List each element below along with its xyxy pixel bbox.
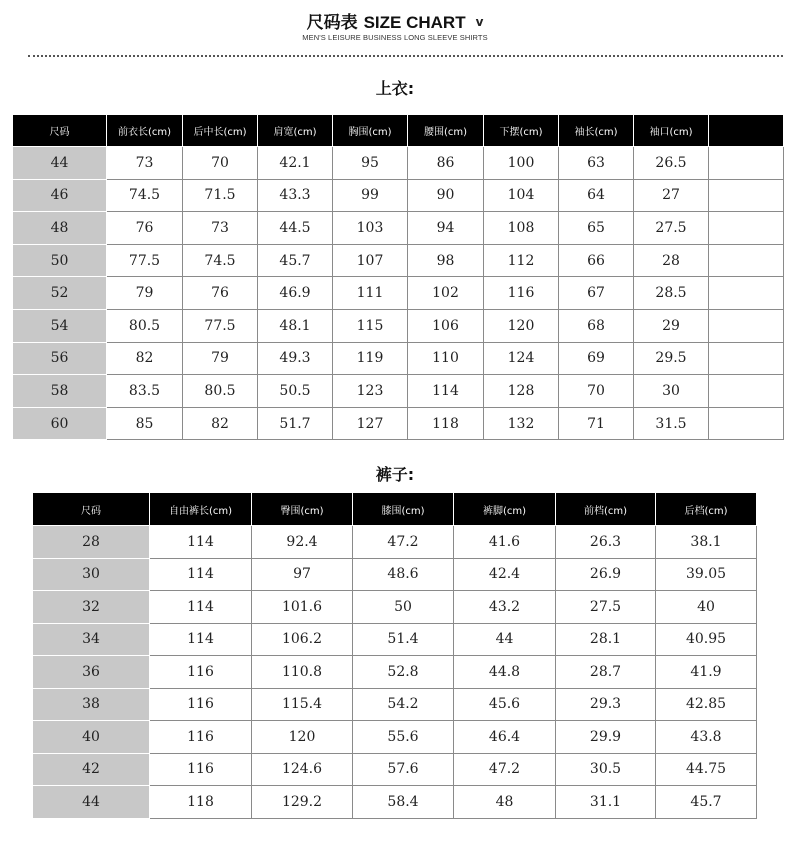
measure-cell: 103 <box>333 212 408 245</box>
measure-cell: 129.2 <box>252 786 353 819</box>
size-cell: 32 <box>33 591 150 624</box>
size-cell: 48 <box>13 212 107 245</box>
measure-cell: 26.3 <box>556 526 656 559</box>
column-header: 肩宽(cm) <box>258 115 333 147</box>
measure-cell: 116 <box>150 656 252 689</box>
measure-cell: 128 <box>484 375 559 408</box>
measure-cell: 82 <box>107 342 183 375</box>
measure-cell: 111 <box>333 277 408 310</box>
measure-cell: 123 <box>333 375 408 408</box>
measure-cell: 43.2 <box>454 591 556 624</box>
size-cell: 38 <box>33 688 150 721</box>
measure-cell: 100 <box>484 147 559 180</box>
size-cell: 36 <box>33 656 150 689</box>
measure-cell: 114 <box>150 558 252 591</box>
table-row <box>33 558 757 591</box>
column-header: 臀围(cm) <box>252 493 353 526</box>
subtitle: MEN'S LEISURE BUSINESS LONG SLEEVE SHIRTS <box>302 33 488 42</box>
measure-cell: 28.1 <box>556 623 656 656</box>
measure-cell: 110.8 <box>252 656 353 689</box>
measure-cell: 95 <box>333 147 408 180</box>
measure-cell: 41.6 <box>454 526 556 559</box>
table-row <box>13 309 784 342</box>
measure-cell: 42.85 <box>656 688 757 721</box>
measure-cell: 31.5 <box>634 407 709 440</box>
column-header: 腰围(cm) <box>408 115 484 147</box>
measure-cell: 71 <box>559 407 634 440</box>
table-row <box>13 407 784 440</box>
measure-cell: 46.9 <box>258 277 333 310</box>
measure-cell <box>709 375 784 408</box>
measure-cell: 52.8 <box>353 656 454 689</box>
measure-cell: 69 <box>559 342 634 375</box>
measure-cell <box>709 244 784 277</box>
measure-cell: 73 <box>107 147 183 180</box>
measure-cell <box>709 179 784 212</box>
bottom-size-table <box>32 492 757 819</box>
measure-cell: 47.2 <box>353 526 454 559</box>
measure-cell: 26.5 <box>634 147 709 180</box>
column-header: 袖口(cm) <box>634 115 709 147</box>
measure-cell <box>709 407 784 440</box>
table-row <box>33 591 757 624</box>
size-chart-header <box>0 8 790 42</box>
measure-cell <box>709 212 784 245</box>
title-english: SIZE CHART <box>363 13 466 32</box>
measure-cell: 74.5 <box>183 244 258 277</box>
column-header <box>709 115 784 147</box>
measure-cell: 29.9 <box>556 721 656 754</box>
column-header: 后档(cm) <box>656 493 757 526</box>
measure-cell: 92.4 <box>252 526 353 559</box>
measure-cell: 54.2 <box>353 688 454 721</box>
measure-cell: 46.4 <box>454 721 556 754</box>
measure-cell: 79 <box>183 342 258 375</box>
table-row <box>13 342 784 375</box>
measure-cell: 116 <box>484 277 559 310</box>
measure-cell: 31.1 <box>556 786 656 819</box>
table-row <box>13 212 784 245</box>
measure-cell: 42.1 <box>258 147 333 180</box>
measure-cell: 64 <box>559 179 634 212</box>
measure-cell: 76 <box>183 277 258 310</box>
size-cell: 40 <box>33 721 150 754</box>
measure-cell: 44.5 <box>258 212 333 245</box>
table-row <box>33 623 757 656</box>
measure-cell: 90 <box>408 179 484 212</box>
column-header: 前档(cm) <box>556 493 656 526</box>
measure-cell: 29 <box>634 309 709 342</box>
column-header: 膝围(cm) <box>353 493 454 526</box>
title-chinese: 尺码表 <box>306 13 358 33</box>
measure-cell: 83.5 <box>107 375 183 408</box>
measure-cell: 101.6 <box>252 591 353 624</box>
table-row <box>13 147 784 180</box>
size-cell: 46 <box>13 179 107 212</box>
measure-cell: 45.7 <box>258 244 333 277</box>
measure-cell <box>709 309 784 342</box>
column-header: 尺码 <box>13 115 107 147</box>
measure-cell: 65 <box>559 212 634 245</box>
measure-cell: 106 <box>408 309 484 342</box>
measure-cell: 29.5 <box>634 342 709 375</box>
measure-cell: 108 <box>484 212 559 245</box>
measure-cell: 41.9 <box>656 656 757 689</box>
table-row <box>33 753 757 786</box>
measure-cell: 50.5 <box>258 375 333 408</box>
measure-cell: 79 <box>107 277 183 310</box>
measure-cell: 114 <box>408 375 484 408</box>
measure-cell: 57.6 <box>353 753 454 786</box>
measure-cell: 85 <box>107 407 183 440</box>
measure-cell: 118 <box>150 786 252 819</box>
measure-cell: 28.7 <box>556 656 656 689</box>
top-section-title: 上衣: <box>375 79 415 98</box>
measure-cell: 51.7 <box>258 407 333 440</box>
column-header: 前衣长(cm) <box>107 115 183 147</box>
measure-cell: 26.9 <box>556 558 656 591</box>
size-cell: 54 <box>13 309 107 342</box>
measure-cell: 74.5 <box>107 179 183 212</box>
measure-cell: 71.5 <box>183 179 258 212</box>
measure-cell: 70 <box>183 147 258 180</box>
measure-cell: 118 <box>408 407 484 440</box>
table-row <box>13 179 784 212</box>
measure-cell: 82 <box>183 407 258 440</box>
measure-cell: 86 <box>408 147 484 180</box>
measure-cell: 80.5 <box>183 375 258 408</box>
measure-cell: 124.6 <box>252 753 353 786</box>
measure-cell: 73 <box>183 212 258 245</box>
measure-cell: 106.2 <box>252 623 353 656</box>
table-row <box>13 244 784 277</box>
measure-cell: 94 <box>408 212 484 245</box>
measure-cell: 38.1 <box>656 526 757 559</box>
measure-cell: 30 <box>634 375 709 408</box>
measure-cell: 45.7 <box>656 786 757 819</box>
measure-cell: 110 <box>408 342 484 375</box>
measure-cell: 76 <box>107 212 183 245</box>
measure-cell: 29.3 <box>556 688 656 721</box>
table-row <box>33 526 757 559</box>
measure-cell: 49.3 <box>258 342 333 375</box>
measure-cell: 66 <box>559 244 634 277</box>
title-row <box>307 8 484 33</box>
measure-cell: 47.2 <box>454 753 556 786</box>
measure-cell: 99 <box>333 179 408 212</box>
column-header: 袖长(cm) <box>559 115 634 147</box>
size-cell: 28 <box>33 526 150 559</box>
measure-cell: 114 <box>150 526 252 559</box>
measure-cell: 116 <box>150 721 252 754</box>
table-row <box>33 786 757 819</box>
measure-cell: 102 <box>408 277 484 310</box>
measure-cell: 77.5 <box>107 244 183 277</box>
measure-cell: 116 <box>150 688 252 721</box>
measure-cell: 80.5 <box>107 309 183 342</box>
measure-cell <box>709 342 784 375</box>
measure-cell: 48 <box>454 786 556 819</box>
measure-cell: 112 <box>484 244 559 277</box>
measure-cell: 44.75 <box>656 753 757 786</box>
table-row <box>13 277 784 310</box>
chevron-down-icon: v <box>475 15 484 29</box>
bottom-section-title: 裤子: <box>375 465 415 484</box>
size-cell: 52 <box>13 277 107 310</box>
measure-cell: 27.5 <box>556 591 656 624</box>
size-cell: 58 <box>13 375 107 408</box>
measure-cell: 63 <box>559 147 634 180</box>
size-cell: 56 <box>13 342 107 375</box>
measure-cell: 107 <box>333 244 408 277</box>
measure-cell: 124 <box>484 342 559 375</box>
table-row <box>33 688 757 721</box>
column-header: 裤脚(cm) <box>454 493 556 526</box>
measure-cell: 27.5 <box>634 212 709 245</box>
column-header: 下摆(cm) <box>484 115 559 147</box>
measure-cell: 67 <box>559 277 634 310</box>
measure-cell: 98 <box>408 244 484 277</box>
column-header: 胸围(cm) <box>333 115 408 147</box>
measure-cell: 97 <box>252 558 353 591</box>
measure-cell: 116 <box>150 753 252 786</box>
measure-cell: 104 <box>484 179 559 212</box>
measure-cell: 40.95 <box>656 623 757 656</box>
dotted-divider <box>28 55 783 57</box>
measure-cell: 120 <box>252 721 353 754</box>
column-header: 尺码 <box>33 493 150 526</box>
size-cell: 30 <box>33 558 150 591</box>
table-header-row <box>33 493 757 526</box>
measure-cell: 58.4 <box>353 786 454 819</box>
measure-cell: 40 <box>656 591 757 624</box>
size-cell: 50 <box>13 244 107 277</box>
measure-cell: 43.3 <box>258 179 333 212</box>
measure-cell: 45.6 <box>454 688 556 721</box>
measure-cell <box>709 277 784 310</box>
measure-cell: 114 <box>150 623 252 656</box>
table-header-row <box>13 115 784 147</box>
measure-cell: 28 <box>634 244 709 277</box>
column-header: 自由裤长(cm) <box>150 493 252 526</box>
size-cell: 42 <box>33 753 150 786</box>
measure-cell: 30.5 <box>556 753 656 786</box>
measure-cell: 42.4 <box>454 558 556 591</box>
measure-cell: 115.4 <box>252 688 353 721</box>
measure-cell: 77.5 <box>183 309 258 342</box>
measure-cell: 43.8 <box>656 721 757 754</box>
measure-cell: 70 <box>559 375 634 408</box>
measure-cell: 27 <box>634 179 709 212</box>
top-size-table <box>12 114 784 440</box>
size-cell: 44 <box>33 786 150 819</box>
measure-cell: 114 <box>150 591 252 624</box>
measure-cell: 51.4 <box>353 623 454 656</box>
column-header: 后中长(cm) <box>183 115 258 147</box>
size-cell: 60 <box>13 407 107 440</box>
measure-cell: 48.1 <box>258 309 333 342</box>
measure-cell: 132 <box>484 407 559 440</box>
measure-cell: 55.6 <box>353 721 454 754</box>
table-row <box>33 721 757 754</box>
measure-cell: 44.8 <box>454 656 556 689</box>
table-row <box>33 656 757 689</box>
measure-cell: 28.5 <box>634 277 709 310</box>
measure-cell: 120 <box>484 309 559 342</box>
measure-cell: 115 <box>333 309 408 342</box>
measure-cell: 39.05 <box>656 558 757 591</box>
size-cell: 34 <box>33 623 150 656</box>
measure-cell <box>709 147 784 180</box>
measure-cell: 119 <box>333 342 408 375</box>
table-row <box>13 375 784 408</box>
measure-cell: 50 <box>353 591 454 624</box>
measure-cell: 44 <box>454 623 556 656</box>
measure-cell: 127 <box>333 407 408 440</box>
measure-cell: 68 <box>559 309 634 342</box>
measure-cell: 48.6 <box>353 558 454 591</box>
size-cell: 44 <box>13 147 107 180</box>
